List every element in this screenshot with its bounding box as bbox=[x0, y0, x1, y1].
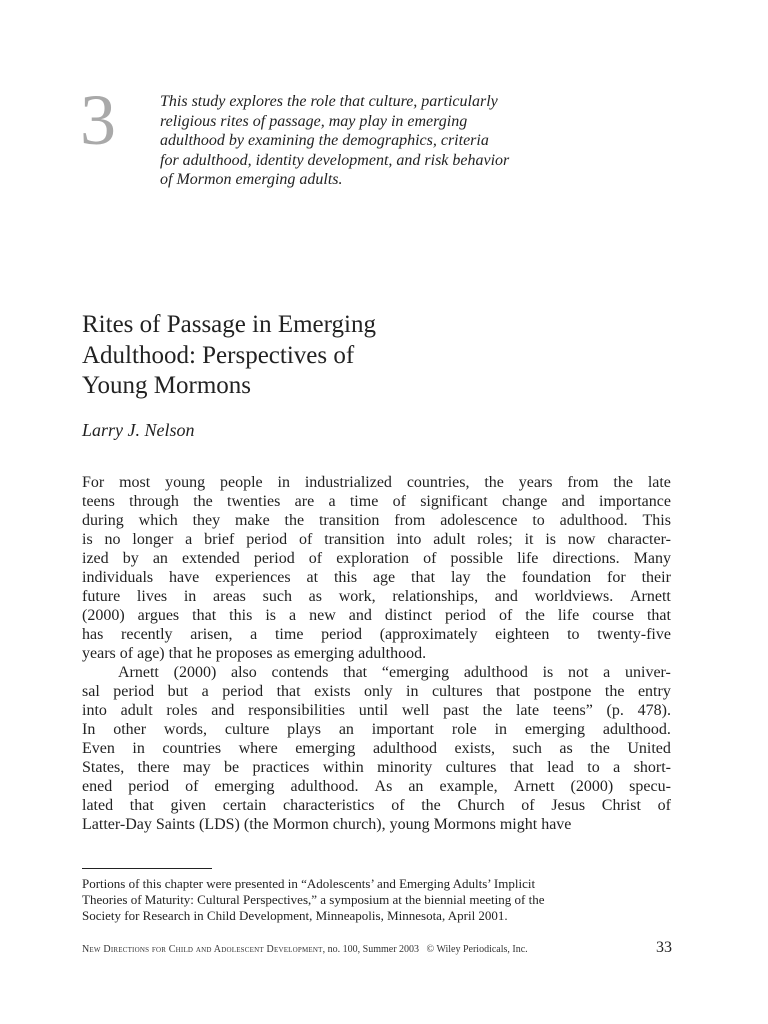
title-line: Adulthood: Perspectives of bbox=[82, 341, 355, 369]
body-line: has recently arisen, a time period (approximately eighteen to twenty-five bbox=[82, 626, 671, 643]
body-text bbox=[82, 473, 671, 834]
body-line: teens through the twenties are a time of significant change and importance bbox=[82, 493, 671, 510]
body-line: future lives in areas such as work, relationships, and worldviews. Arnett bbox=[82, 588, 671, 605]
title-line: Young Mormons bbox=[82, 372, 252, 399]
body-line: during which they make the transition from adolescence to adulthood. This bbox=[82, 512, 671, 529]
chapter-abstract bbox=[160, 92, 590, 190]
body-line: In other words, culture plays an important role in emerging adulthood. bbox=[82, 721, 671, 738]
footnote-line: Theories of Maturity: Cultural Perspectives,” a symposium at the biennial meeting of the bbox=[82, 892, 545, 907]
chapter-title bbox=[82, 310, 602, 402]
body-line: is no longer a brief period of transition into adult roles; it is now character- bbox=[82, 531, 671, 548]
body-line: into adult roles and responsibilities until well past the late teens” (p. 478). bbox=[82, 702, 671, 719]
footnote-line: Society for Research in Child Development, Minneapolis, Minnesota, April 2001. bbox=[82, 908, 508, 923]
abstract-line: This study explores the role that culture, particularly bbox=[160, 93, 498, 110]
body-line: years of age) that he proposes as emerging adulthood. bbox=[82, 645, 427, 662]
body-line: Arnett (2000) also contends that “emerging adulthood is not a univer- bbox=[118, 664, 671, 681]
footnote bbox=[82, 876, 672, 924]
abstract-line: for adulthood, identity development, and risk behavior bbox=[160, 151, 510, 169]
footnote-divider bbox=[82, 868, 212, 869]
body-line: individuals have experiences at this age that lay the foundation for their bbox=[82, 569, 671, 586]
author-name: Larry J. Nelson bbox=[82, 420, 195, 440]
abstract-line: adulthood by examining the demographics, criteria bbox=[160, 132, 489, 149]
journal-issue: , no. 100, Summer 2003 bbox=[322, 944, 420, 955]
body-line: ened period of emerging adulthood. As an example, Arnett (2000) specu- bbox=[82, 778, 671, 795]
body-line: ized by an extended period of exploration of possible life directions. Many bbox=[82, 550, 671, 567]
title-line: Rites of Passage in Emerging bbox=[82, 311, 376, 338]
chapter-number: 3 bbox=[80, 80, 116, 160]
page-number: 33 bbox=[656, 939, 672, 956]
abstract-line: of Mormon emerging adults. bbox=[160, 171, 343, 188]
footnote-line: Portions of this chapter were presented in “Adolescents’ and Emerging Adults’ Implicit bbox=[82, 876, 536, 891]
journal-name: New Directions for Child and Adolescent Development bbox=[82, 944, 323, 955]
copyright-notice: © Wiley Periodicals, Inc. bbox=[426, 944, 528, 955]
page-footer bbox=[82, 939, 672, 956]
body-line: States, there may be practices within minority cultures that lead to a short- bbox=[82, 759, 671, 776]
body-line: sal period but a period that exists only in cultures that postpone the entry bbox=[82, 683, 671, 700]
body-line: (2000) argues that this is a new and distinct period of the life course that bbox=[82, 607, 671, 624]
body-line: Latter-Day Saints (LDS) (the Mormon church), young Mormons might have bbox=[82, 816, 572, 833]
body-line: lated that given certain characteristics of the Church of Jesus Christ of bbox=[82, 797, 671, 814]
body-line: Even in countries where emerging adulthood exists, such as the United bbox=[82, 740, 671, 757]
abstract-line: religious rites of passage, may play in emerging bbox=[160, 112, 468, 130]
body-line: For most young people in industrialized countries, the years from the late bbox=[82, 474, 671, 491]
